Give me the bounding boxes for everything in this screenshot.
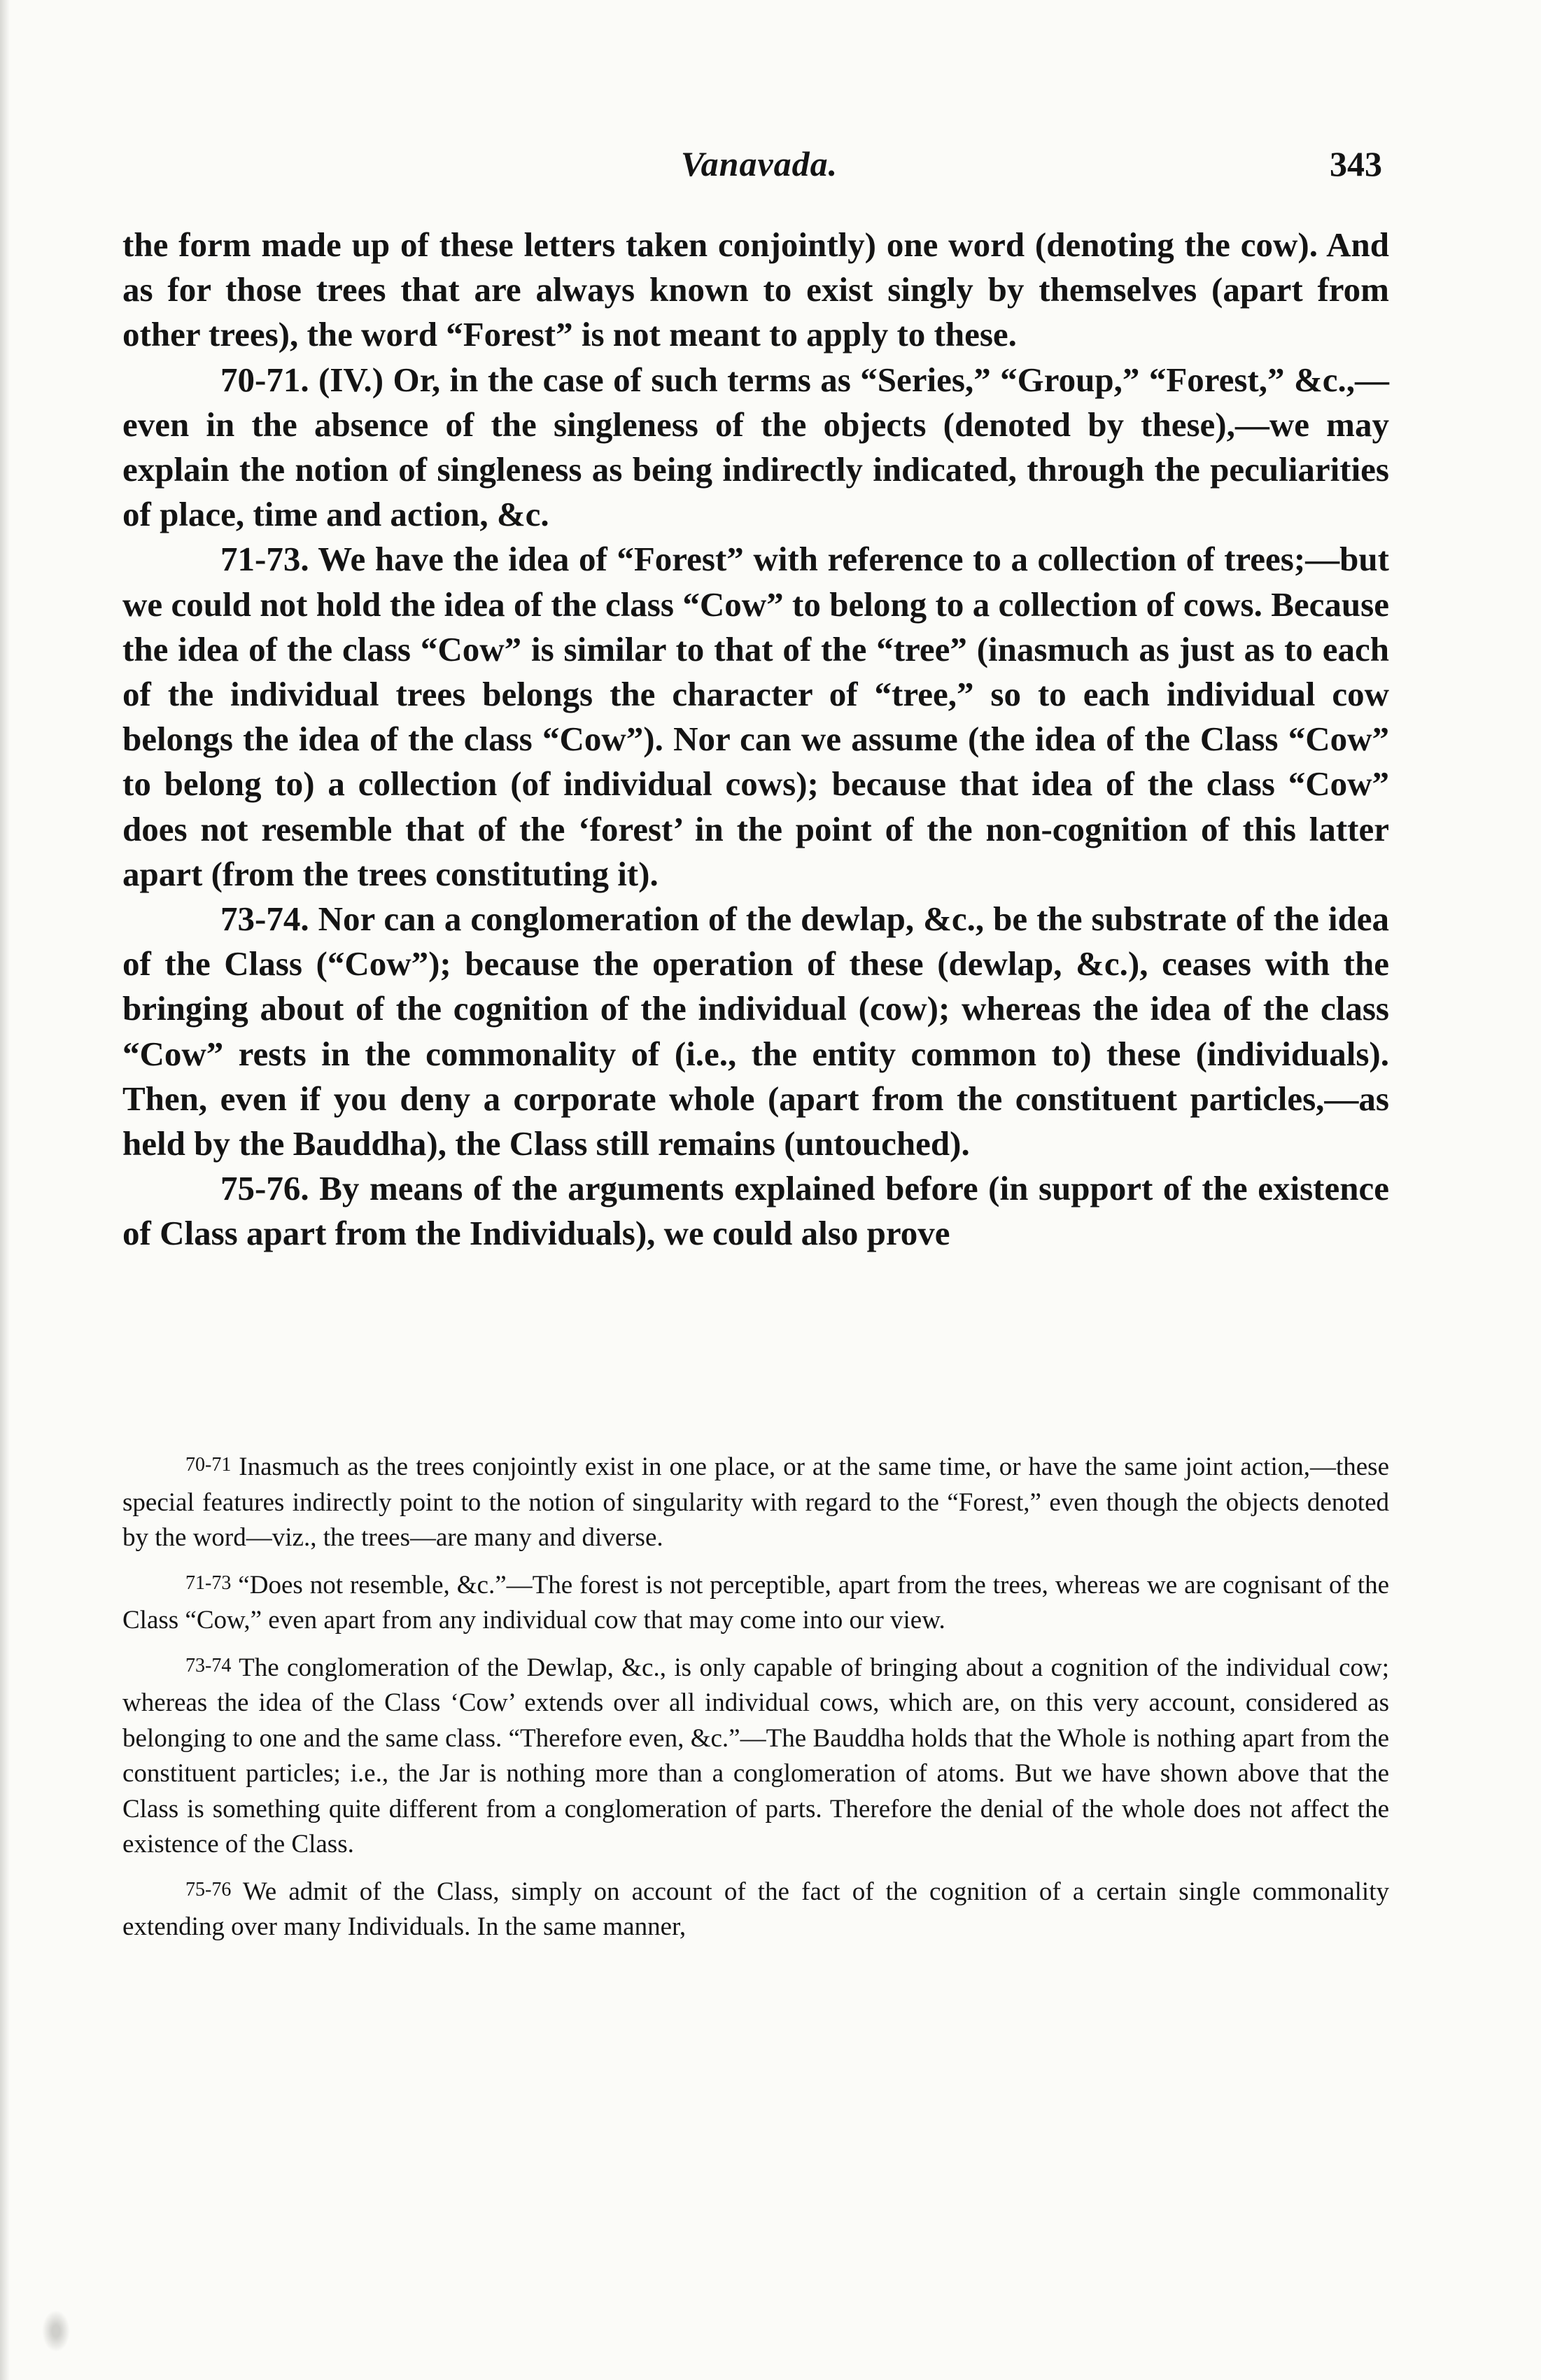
main-text [122,223,1389,1256]
footnote-number: 73-74 [185,1654,232,1676]
paragraph-70-71 [122,358,1389,538]
verse-number: 73-74. [220,899,309,939]
paragraph-text: We have the idea of “Forest” with reference to a collection of trees;—but we could not hold the idea of the class “Cow” to belong to a collection of cows. Because the idea of the class “Cow” is similar to that of the “tree” (inasmuch as just as to each of the individual trees belongs the character of “tree,” so to each individual cow belongs the idea of the class “Cow”). Nor can we assume (the idea of the Class “Cow” to belong to) a collection (of individual cows); because that idea of the class “Cow” does not resemble that of the ‘forest’ in the point of the non-cognition of this latter apart (from the trees constituting it). [122,540,1389,893]
footnote-75-76 [122,1872,1389,1945]
paragraph-71-73 [122,537,1389,897]
paragraph-text: (IV.) Or, in the case of such terms as “Series,” “Group,” “Forest,” &c.,—even in the absence of the singleness of the objects (denoted by these),—we may explain the notion of singleness as being indirectly indicated, through the peculiarities of place, time and action, &c. [122,360,1390,534]
page-header [122,144,1396,192]
paragraph-text: Nor can a conglomeration of the dewlap, &c., be the substrate of the idea of the Class (“Cow”); because the operation of these (dewlap, &c.), ceases with the bringing about of the cognition of the individual (cow); whereas the idea of the class “Cow” rests in the commonality of (i.e., the entity common to) these (individuals). Then, even if you deny a corporate whole (apart from the constituent particles,—as held by the Bauddha), the Class still remains (untouched). [122,899,1390,1163]
footnote-text: Inasmuch as the trees conjointly exist in one place, or at the same time, or have the same joint action,—these special features indirectly point to the notion of singularity with regard to the “Forest,” even though the objects denoted by the word—viz., the trees—are many and diverse. [122,1452,1389,1552]
verse-number: 71-73. [220,540,309,579]
footnote-number: 70-71 [185,1454,232,1476]
paragraph-text: By means of the arguments explained before (in support of the existence of Class apart from the Individuals), we could also prove [122,1169,1390,1253]
footnote-text: We admit of the Class, simply on account of the fact of the cognition of a certain single commonality extending over many Individuals. In the same manner, [122,1877,1389,1941]
footnote-text: The conglomeration of the Dewlap, &c., is only capable of bringing about a cognition of the individual cow; whereas the idea of the Class ‘Cow’ extends over all individual cows, which are, on this very account, considered as belonging to one and the same class. “Therefore even, &c.”—The Bauddha holds that the Whole is nothing apart from the constituent particles; i.e., the Jar is nothing more than a conglomeration of atoms. But we have shown above that the Class is something quite different from a conglomeration of parts. Therefore the denial of the whole does not affect the existence of the Class. [122,1653,1389,1858]
page-number: 343 [1330,144,1382,183]
paragraph-continuation: the form made up of these letters taken conjointly) one word (denoting the cow). And as for those trees that are always known to exist singly by themselves (apart from other trees), the word “Forest” is not meant to apply to these. [122,225,1389,354]
footnote-70-71 [122,1448,1389,1556]
running-title: Vanavada. [680,144,838,183]
footnote-73-74 [122,1648,1389,1863]
footnote-71-73 [122,1566,1389,1639]
paragraph-73-74 [122,897,1389,1166]
verse-number: 70-71. [220,360,309,399]
footnotes [122,1448,1389,1955]
verse-number: 75-76. [220,1169,309,1208]
paragraph-75-76 [122,1166,1389,1256]
footnote-text: “Does not resemble, &c.”—The forest is not perceptible, apart from the trees, whereas we are cognisant of the Class “Cow,” even apart from any individual cow that may come into our view. [122,1570,1389,1634]
footnote-number: 75-76 [185,1878,232,1900]
scan-mark [42,2310,70,2352]
footnote-number: 71-73 [185,1572,232,1594]
scan-edge [0,0,10,2380]
